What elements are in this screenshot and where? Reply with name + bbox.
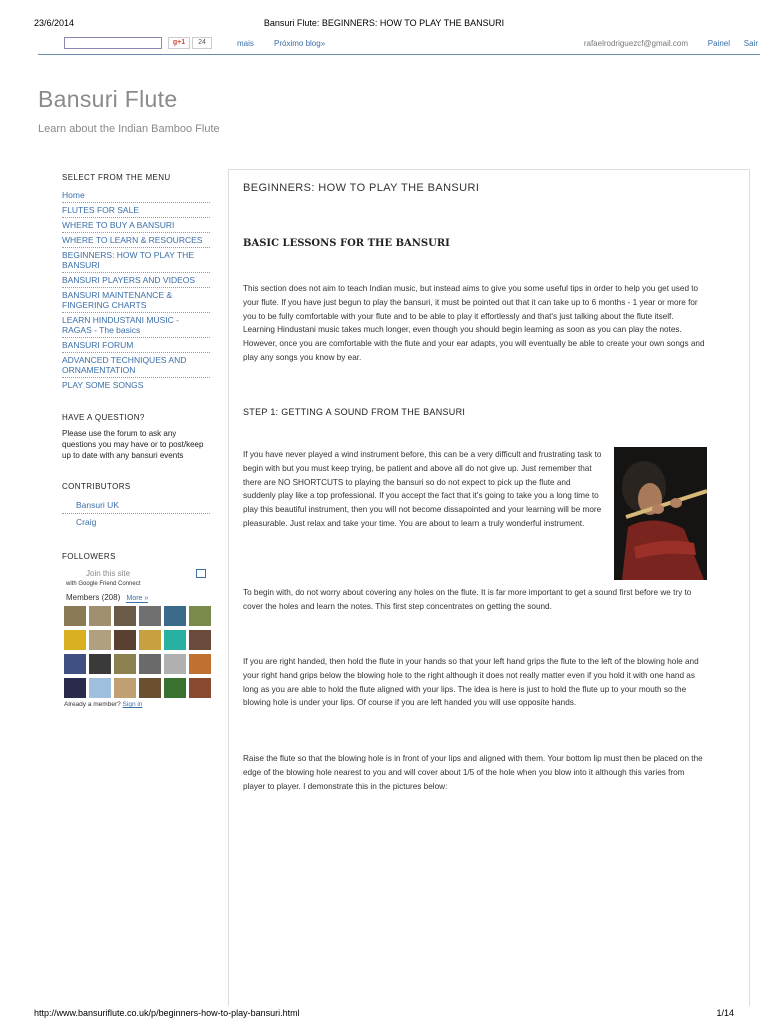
follower-avatars — [62, 606, 210, 698]
follower-avatar[interactable] — [139, 678, 161, 698]
step-1-paragraph-3: If you are right handed, then hold the flute in your hands so that your left hand grips the flute to the left of the blowing hole and your right hand grips below the blowing hole to the right although it does not really matter even if you hold it with one hand as long as you are able to hold the flute aligned with your lips. The idea is here is just to hold the flute up to your mouth so the blowing hole is under your lips. Of course if you are left handed you will use opposite hands. — [243, 657, 699, 708]
menu-item-beginners[interactable]: BEGINNERS: HOW TO PLAY THE BANSURI — [62, 248, 210, 273]
menu-item-where-to-buy[interactable]: WHERE TO BUY A BANSURI — [62, 218, 210, 233]
sidebar-menu — [62, 188, 210, 392]
post-title: BEGINNERS: HOW TO PLAY THE BANSURI — [243, 182, 480, 194]
logout-link[interactable]: Sair — [743, 39, 758, 48]
dashboard-link[interactable]: Painel — [707, 39, 730, 48]
follower-avatar[interactable] — [139, 630, 161, 650]
follower-avatar[interactable] — [64, 654, 86, 674]
follower-avatar[interactable] — [189, 654, 211, 674]
follower-avatar[interactable] — [164, 654, 186, 674]
flute-player-photo — [614, 447, 707, 580]
page-url: http://www.bansuriflute.co.uk/p/beginners-how-to-play-bansuri.html — [34, 1008, 300, 1018]
followers-heading: FOLLOWERS — [62, 552, 116, 561]
follower-avatar[interactable] — [164, 606, 186, 626]
join-site-link[interactable] — [62, 569, 210, 581]
already-member-label: Already a member? — [64, 701, 121, 708]
members-row — [62, 593, 210, 602]
friend-connect-label: with Google Friend Connect — [66, 581, 141, 587]
question-heading: HAVE A QUESTION? — [62, 413, 145, 422]
more-link[interactable]: mais — [237, 39, 254, 48]
follower-avatar[interactable] — [189, 678, 211, 698]
blog-description: Learn about the Indian Bamboo Flute — [38, 123, 220, 135]
google-plus-count: 24 — [192, 37, 212, 49]
step-1-heading: STEP 1: GETTING A SOUND FROM THE BANSURI — [243, 407, 466, 417]
print-title: Bansuri Flute: BEGINNERS: HOW TO PLAY THE BANSURI — [263, 18, 505, 28]
step-1-paragraph-2: To begin with, do not worry about covering any holes on the flute. It is far more important to get a sound first before we try to cover the holes and learn the notes. This first step concentrates on getting the sound. — [243, 588, 692, 611]
flute-player-image — [614, 447, 707, 580]
follower-avatar[interactable] — [189, 630, 211, 650]
search-input[interactable] — [64, 37, 162, 49]
more-members-link[interactable]: More » — [126, 595, 149, 602]
follower-avatar[interactable] — [89, 606, 111, 626]
follower-avatar[interactable] — [64, 678, 86, 698]
step-1-paragraph-4: Raise the flute so that the blowing hole is in front of your lips and aligned with them. Your bottom lip must then be placed on the edge of the blowing hole nearest to you and will cover about 1/5 of the hole when you blow into it although this varies from player to player. I demonstrate this in the pictures below: — [243, 754, 703, 791]
follower-avatar[interactable] — [89, 630, 111, 650]
google-plus-button[interactable]: g+1 — [168, 37, 190, 49]
already-member — [62, 701, 210, 708]
blog-title[interactable]: Bansuri Flute — [38, 86, 178, 112]
contributor-link[interactable]: Bansuri UK — [62, 497, 210, 514]
follower-avatar[interactable] — [114, 606, 136, 626]
contributors-heading: CONTRIBUTORS — [62, 482, 131, 491]
menu-item-forum[interactable]: BANSURI FORUM — [62, 338, 210, 353]
follower-avatar[interactable] — [114, 654, 136, 674]
sidebar — [62, 173, 210, 708]
follower-avatar[interactable] — [164, 678, 186, 698]
follower-avatar[interactable] — [64, 606, 86, 626]
follower-avatar[interactable] — [89, 678, 111, 698]
menu-item-where-to-learn[interactable]: WHERE TO LEARN & RESOURCES — [62, 233, 210, 248]
lessons-heading: BASIC LESSONS FOR THE BANSURI — [243, 238, 450, 249]
menu-item-songs[interactable]: PLAY SOME SONGS — [62, 380, 144, 390]
intro-paragraph: This section does not aim to teach Indian music, but instead aims to give you some useful tips in order to help you get used to your flute. If you have just begun to play the bansuri, it must be pointed out that it can take up to 6 months - 1 year or more for you to be fully comfortable with your flute and to be able to play it effortlessly and that's just talking about the flute itself. Learning Hindustani music takes much longer, even though you should begin learning as soon as you can play the notes. However, once you are comfortable with the flute and your ear adapts, you will eventually be able to create your own songs and play any songs you know by ear. — [243, 284, 705, 362]
user-email: rafaelrodriguezcf@gmail.com — [583, 39, 688, 48]
external-window-icon[interactable] — [196, 569, 206, 578]
members-count: Members (208) — [66, 593, 121, 602]
question-text: Please use the forum to ask any questions you may have or to post/keep up to date with any bansuri events — [62, 429, 204, 460]
follower-avatar[interactable] — [114, 678, 136, 698]
follower-avatar[interactable] — [139, 606, 161, 626]
post-container — [228, 169, 750, 1006]
follower-avatar[interactable] — [164, 630, 186, 650]
follower-avatar[interactable] — [64, 630, 86, 650]
menu-item-maintenance[interactable]: BANSURI MAINTENANCE & FINGERING CHARTS — [62, 288, 210, 313]
print-date: 23/6/2014 — [34, 18, 75, 28]
follower-avatar[interactable] — [89, 654, 111, 674]
menu-heading: SELECT FROM THE MENU — [62, 173, 171, 182]
menu-item-advanced[interactable]: ADVANCED TECHNIQUES AND ORNAMENTATION — [62, 353, 210, 378]
contributor-link[interactable]: Craig — [76, 517, 97, 527]
sign-in-link[interactable]: Sign in — [122, 701, 143, 708]
menu-item-players-videos[interactable]: BANSURI PLAYERS AND VIDEOS — [62, 273, 210, 288]
page-number: 1/14 — [716, 1008, 734, 1018]
followers-widget — [62, 569, 210, 708]
blogger-navbar — [38, 36, 760, 55]
menu-item-flutes-for-sale[interactable]: FLUTES FOR SALE — [62, 203, 210, 218]
follower-avatar[interactable] — [189, 606, 211, 626]
step-1-paragraph: If you have never played a wind instrument before, this can be a very difficult and frustrating task to begin with but you must keep trying, be patient and above all do not give up. Just remember that there are NO SHORTCUTS to playing the bansuri so do not expect to pick up the flute and suddenly play like a top professional. If you accept the fact that it's going to take you a long time to play this beautiful instrument, then you will not become dissapointed and your learning will be more pleasurable. Just relax and take your time. You are about to learn a truly wonderful instrument. — [243, 450, 602, 528]
menu-item-home[interactable]: Home — [62, 188, 210, 203]
next-blog-link[interactable]: Próximo blog» — [274, 39, 326, 48]
follower-avatar[interactable] — [114, 630, 136, 650]
join-label: Join this site — [86, 569, 131, 578]
menu-item-hindustani-music[interactable]: LEARN HINDUSTANI MUSIC - RAGAS - The basics — [62, 313, 210, 338]
follower-avatar[interactable] — [139, 654, 161, 674]
